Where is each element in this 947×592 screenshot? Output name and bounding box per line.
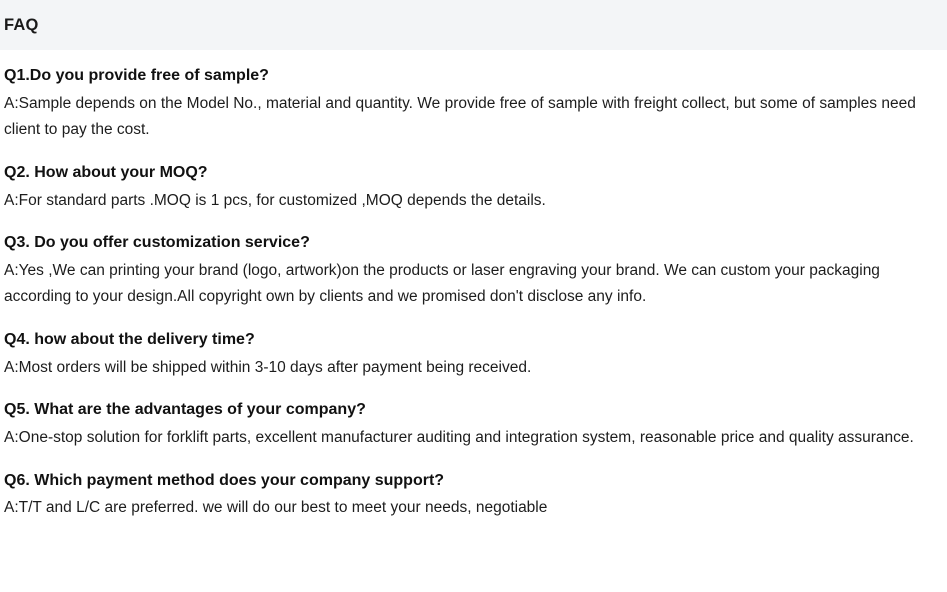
faq-question: Q4. how about the delivery time?	[4, 331, 255, 349]
faq-list	[0, 65, 947, 522]
page-title: FAQ	[4, 15, 39, 34]
faq-question: Q3. Do you offer customization service?	[4, 234, 310, 252]
faq-answer: A:For standard parts .MOQ is 1 pcs, for customized ,MOQ depends the details.	[4, 191, 546, 209]
faq-answer: A:Yes ,We can printing your brand (logo, artwork)on the products or laser engraving your brand. We can custom your packaging according to your design.All copyright own by clients and we promised don't disclose any info.	[4, 261, 880, 306]
faq-item	[4, 470, 943, 522]
faq-question: Q6. Which payment method does your company support?	[4, 471, 445, 489]
faq-answer: A:Most orders will be shipped within 3-10 days after payment being received.	[4, 358, 532, 376]
faq-question: Q5. What are the advantages of your company?	[4, 401, 366, 419]
faq-answer: A:One-stop solution for forklift parts, excellent manufacturer auditing and integration system, reasonable price and quality assurance.	[4, 428, 914, 446]
faq-header	[0, 0, 947, 50]
faq-item	[4, 65, 943, 144]
faq-item	[4, 329, 943, 381]
faq-item	[4, 232, 943, 311]
faq-answer: A:T/T and L/C are preferred. we will do our best to meet your needs, negotiable	[4, 499, 548, 517]
faq-item	[4, 162, 943, 214]
faq-question: Q2. How about your MOQ?	[4, 163, 208, 181]
faq-question: Q1.Do you provide free of sample?	[4, 67, 269, 84]
faq-item	[4, 399, 943, 451]
faq-answer: A:Sample depends on the Model No., material and quantity. We provide free of sample with freight collect, but some of samples need client to pay the cost.	[4, 94, 916, 139]
